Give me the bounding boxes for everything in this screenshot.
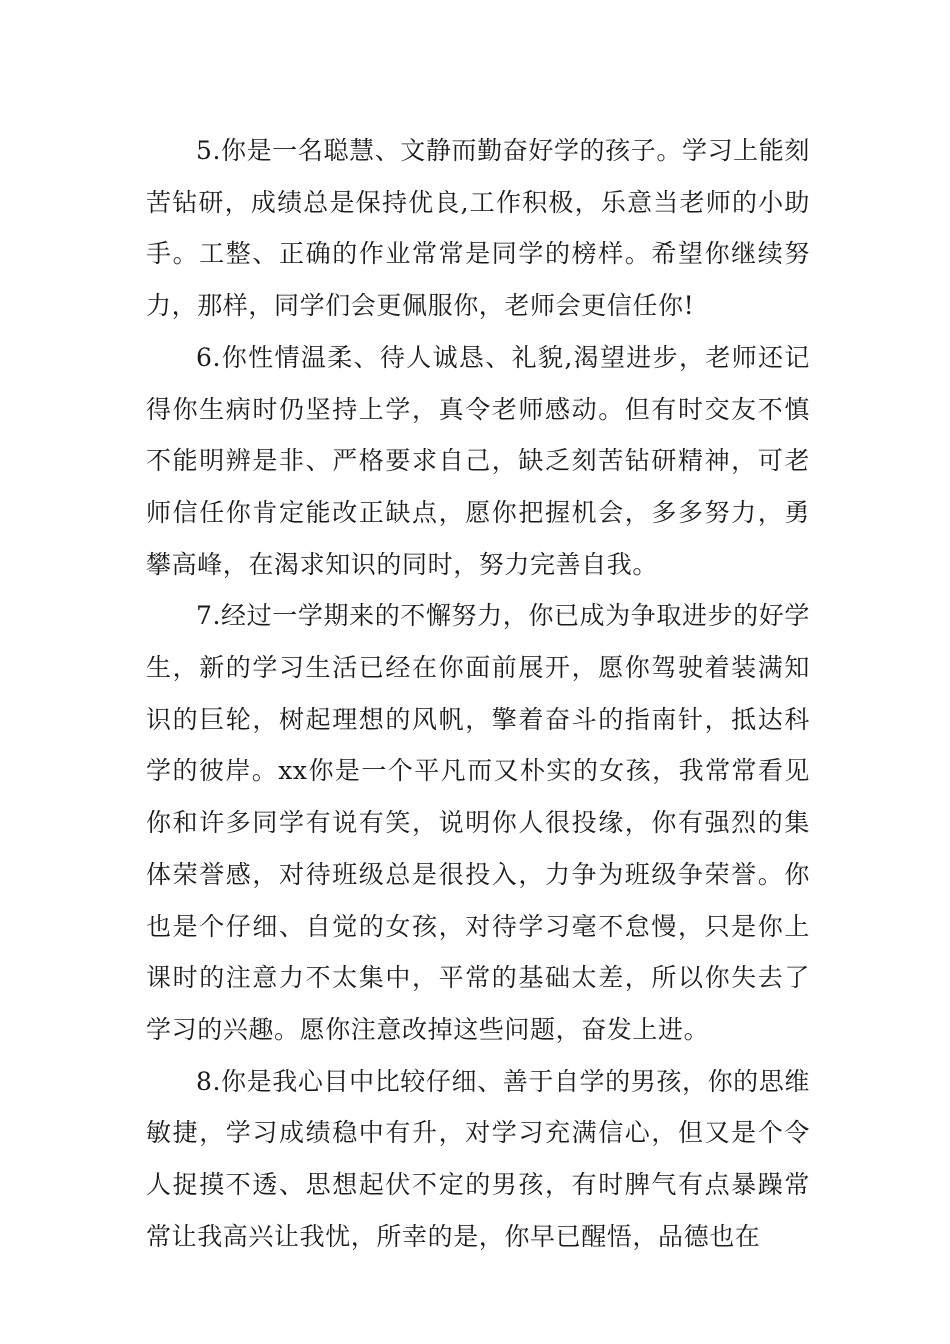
paragraph-5: 5.你是一名聪慧、文静而勤奋好学的孩子。学习上能刻苦钻研，成绩总是保持优良,工作积极，乐意当老师的小助手。工整、正确的作业常常是同学的榜样。希望你继续努力，那样，同学们会更佩服你，老师会更信任你! — [146, 136, 810, 321]
document-body — [146, 125, 810, 1262]
paragraph-7: 7.经过一学期来的不懈努力，你已成为争取进步的好学生，新的学习生活已经在你面前展开，愿你驾驶着装满知识的巨轮，树起理想的风帆，擎着奋斗的指南针，抵达科学的彼岸。xx你是一个平凡而又朴实的女孩，我常常看见你和许多同学有说有笑，说明你人很投缘，你有强烈的集体荣誉感，对待班级总是很投入，力争为班级争荣誉。你也是个仔细、自觉的女孩，对待学习毫不怠慢，只是你上课时的注意力不太集中，平常的基础太差，所以你失去了学习的兴趣。愿你注意改掉这些问题，奋发上进。 — [146, 601, 810, 1044]
paragraph-6: 6.你性情温柔、待人诚恳、礼貌,渴望进步，老师还记得你生病时仍坚持上学，真令老师感动。但有时交友不慎不能明辨是非、严格要求自己，缺乏刻苦钻研精神，可老师信任你肯定能改正缺点，愿你把握机会，多多努力，勇攀高峰，在渴求知识的同时，努力完善自我。 — [146, 342, 810, 579]
paragraph-8: 8.你是我心目中比较仔细、善于自学的男孩，你的思维敏捷，学习成绩稳中有升，对学习充满信心，但又是个令人捉摸不透、思想起伏不定的男孩，有时脾气有点暴躁常常让我高兴让我忧，所幸的是，你早已醒悟，品德也在 — [146, 1066, 810, 1251]
